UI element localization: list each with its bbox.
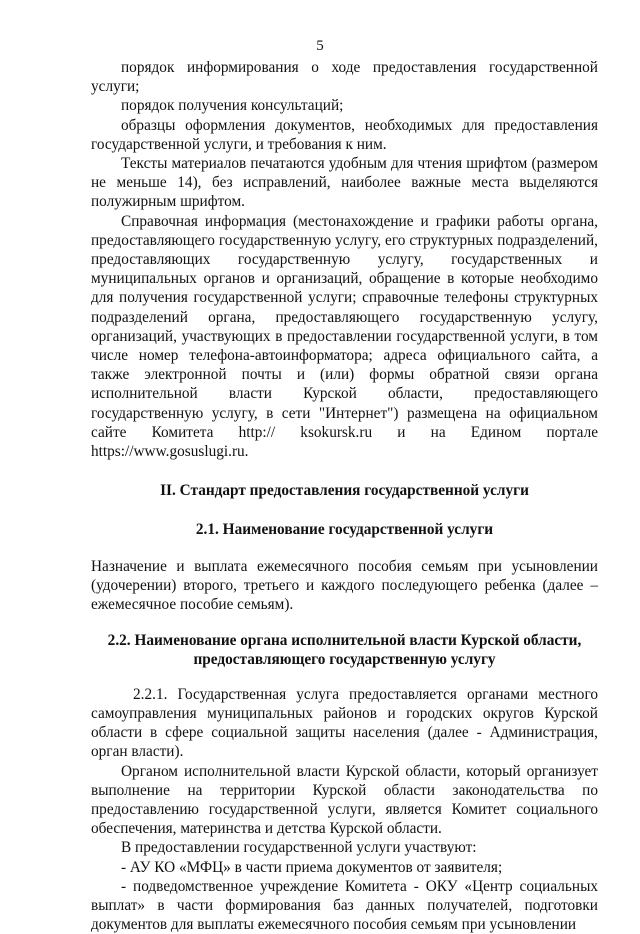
- list-item-oku: - подведомственное учреждение Комитета - ОКУ «Центр социальных выплат» в части формирования баз данных получателей, подготовки документов для выплаты ежемесячного пособия семьям при усыновлении: [91, 877, 598, 934]
- section-heading: II. Стандарт предоставления государственной услуги: [160, 482, 529, 500]
- paragraph-participants: В предоставлении государственной услуги участвуют:: [121, 839, 477, 857]
- paragraph-executive-body: Органом исполнительной власти Курской области, который организует выполнение на территории Курской области законодательства по предоставлению государственной услуги, является Комитет социального обеспечения, материнства и детства Курской области.: [91, 762, 598, 838]
- page-body: [91, 58, 598, 934]
- page-number: 5: [316, 38, 324, 54]
- paragraph-consultations: порядок получения консультаций;: [121, 97, 344, 115]
- paragraph-document-samples: образцы оформления документов, необходимых для предоставления государственной услуги, и требования к ним.: [91, 116, 598, 153]
- list-item-mfc: - АУ КО «МФЦ» в части приема документов от заявителя;: [121, 858, 503, 876]
- paragraph-info-order: порядок информирования о ходе предоставления государственной услуги;: [91, 59, 598, 96]
- paragraph-2-2-1: 2.2.1. Государственная услуга предоставляется органами местного самоуправления муниципальных районов и городских округов Курской области в сфере социальной защиты населения (далее - Администрация, орган власти).: [91, 685, 598, 761]
- paragraph-service-name: Назначение и выплата ежемесячного пособия семьям при усыновлении (удочерении) второго, третьего и каждого последующего ребенка (далее – ежемесячное пособие семьям).: [91, 557, 598, 614]
- paragraph-font-requirements: Тексты материалов печатаются удобным для чтения шрифтом (размером не меньше 14), без исправлений, наиболее важные места выделяются полужирным шрифтом.: [91, 155, 598, 211]
- subsection-2-2-heading-line1: 2.2. Наименование органа исполнительной власти Курской области,: [107, 632, 582, 650]
- subsection-2-2-heading-line2: предоставляющего государственную услугу: [193, 651, 496, 669]
- subsection-2-1-heading: 2.1. Наименование государственной услуги: [195, 521, 494, 539]
- paragraph-reference-info: Справочная информация (местонахождение и графики работы органа, предоставляющего государственную услугу, его структурных подразделений, предоставляющих государственную услугу, государственных и муниципальных органов и организаций, обращение в которые необходимо для получения государственной услуги; справочные телефоны структурных подразделений органа, предоставляющего государственную услугу, организаций, участвующих в предоставлении государственной услуги, в том числе номер телефона-автоинформатора; адреса официального сайта, а также электронной почты и (или) формы обратной связи органа исполнительной власти Курской области, предоставляющего государственную услугу, в сети "Интернет") размещена на официальном сайте Комитета http:// ksokursk.ru и на Едином портале https://www.gosuslugi.ru.: [91, 212, 598, 461]
